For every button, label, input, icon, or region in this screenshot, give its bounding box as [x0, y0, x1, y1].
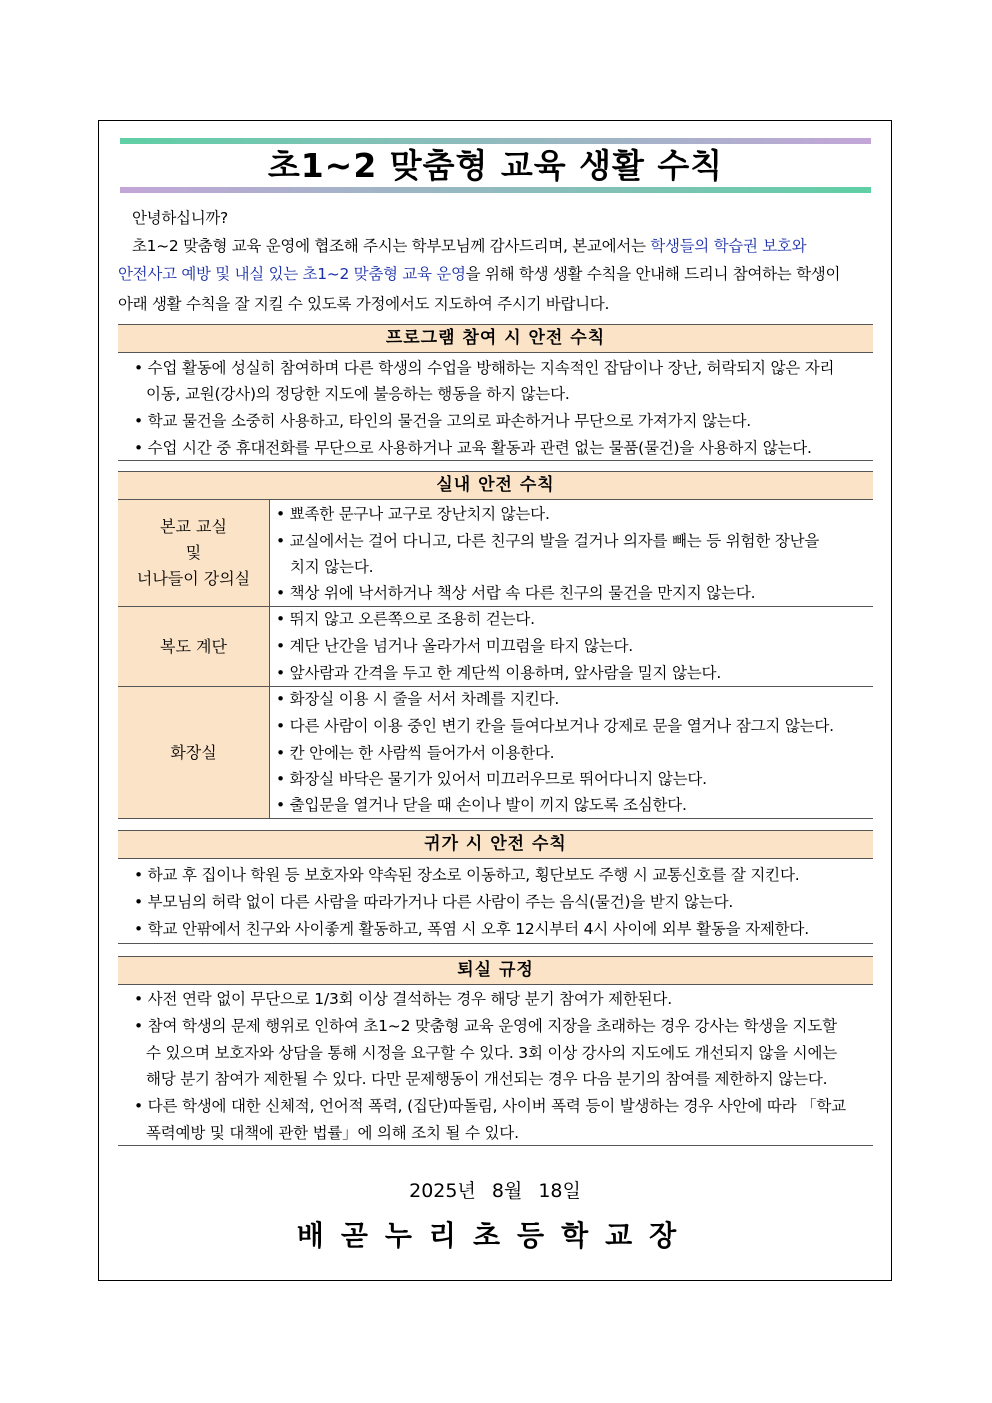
section-heading-program: 프로그램 참여 시 안전 수칙 [118, 324, 873, 353]
indoor-section-rule [118, 818, 873, 819]
document-date: 2025년 8월 18일 [409, 1180, 581, 1202]
hallway-line-1: • 뛰지 않고 오른쪽으로 조용히 걷는다. [276, 610, 535, 628]
home-line-2: • 부모님의 허락 없이 다른 사람을 따라가거나 다른 사람이 주는 음식(물건)을 받지 않는다. [134, 893, 734, 911]
section-heading-home: 귀가 시 안전 수칙 [118, 830, 873, 859]
title-bottom-bar [120, 187, 871, 193]
document-title: 초1~2 맞춤형 교육 생활 수칙 [267, 146, 724, 185]
dismissal-line-4: 해당 분기 참여가 제한될 수 있다. 다만 문제행동이 개선되는 경우 다음 분기의 참여를 제한하지 않는다. [146, 1070, 828, 1088]
dismissal-line-3: 수 있으며 보호자와 상담을 통해 시정을 요구할 수 있다. 3회 이상 강사의 지도에도 개선되지 않을 시에는 [146, 1044, 837, 1062]
dismissal-line-5: • 다른 학생에 대한 신체적, 언어적 폭력, (집단)따돌림, 사이버 폭력 등이 발생하는 경우 사안에 따라 「학교 [134, 1097, 846, 1115]
section-heading-dismissal: 퇴실 규정 [118, 956, 873, 985]
program-line-1: • 수업 활동에 성실히 참여하며 다른 학생의 수업을 방해하는 지속적인 잡담이나 장난, 허락되지 않은 자리 [134, 359, 835, 377]
restroom-line-5: • 출입문을 열거나 닫을 때 손이나 발이 끼지 않도록 조심한다. [276, 796, 687, 814]
indoor-label-classroom-2: 및 [185, 543, 202, 562]
indoor-label-hallway [118, 607, 270, 686]
indoor-label-restroom-text: 화장실 [170, 742, 217, 762]
home-section-rule [118, 943, 873, 944]
intro-line-1-text: 초1~2 맞춤형 교육 운영에 협조해 주시는 학부모님께 감사드리며, 본교에서는 [132, 237, 651, 255]
classroom-line-4: • 책상 위에 낙서하거나 책상 서랍 속 다른 친구의 물건을 만지지 않는다. [276, 584, 756, 602]
dismissal-line-6: 폭력예방 및 대책에 관한 법률」에 의해 조치 될 수 있다. [146, 1124, 519, 1142]
restroom-line-1: • 화장실 이용 시 줄을 서서 차례를 지킨다. [276, 690, 560, 708]
indoor-label-hallway-text: 복도 계단 [160, 636, 227, 656]
intro-line-3: 아래 생활 수칙을 잘 지킬 수 있도록 가정에서도 지도하여 주시기 바랍니다. [118, 295, 610, 313]
dismissal-line-1: • 사전 연락 없이 무단으로 1/3회 이상 결석하는 경우 해당 분기 참여가 제한된다. [134, 990, 672, 1008]
indoor-label-classroom [118, 500, 270, 606]
classroom-line-2: • 교실에서는 걸어 다니고, 다른 친구의 발을 걸거나 의자를 빼는 등 위험한 장난을 [276, 532, 820, 550]
restroom-line-2: • 다른 사람이 이용 중인 변기 칸을 들여다보거나 강제로 문을 열거나 잠그지 않는다. [276, 717, 834, 735]
classroom-line-1: • 뾰족한 문구나 교구로 장난치지 않는다. [276, 505, 550, 523]
hallway-line-2: • 계단 난간을 넘거나 올라가서 미끄럼을 타지 않는다. [276, 637, 633, 655]
dismissal-line-2: • 참여 학생의 문제 행위로 인하여 초1~2 맞춤형 교육 운영에 지장을 초래하는 경우 강사는 학생을 지도할 [134, 1017, 837, 1035]
indoor-label-restroom [118, 687, 270, 818]
intro-line-1-highlight: 학생들의 학습권 보호와 [650, 237, 807, 255]
program-section-rule [118, 460, 873, 461]
program-line-3: • 학교 물건을 소중히 사용하고, 타인의 물건을 고의로 파손하거나 무단으로 가져가지 않는다. [134, 412, 751, 430]
indoor-label-classroom-1: 본교 교실 [160, 517, 227, 536]
principal-signature: 배곧누리초등학교장 [296, 1219, 694, 1252]
classroom-line-3: 치지 않는다. [290, 558, 374, 576]
section-heading-indoor: 실내 안전 수칙 [118, 471, 873, 500]
home-line-3: • 학교 안팎에서 친구와 사이좋게 활동하고, 폭염 시 오후 12시부터 4시 사이에 외부 활동을 자제한다. [134, 920, 809, 938]
restroom-line-3: • 칸 안에는 한 사람씩 들어가서 이용한다. [276, 744, 555, 762]
indoor-label-classroom-3: 너나들이 강의실 [136, 569, 251, 588]
intro-line-1 [118, 236, 892, 256]
home-line-1: • 하교 후 집이나 학원 등 보호자와 약속된 장소로 이동하고, 횡단보도 주행 시 교통신호를 잘 지킨다. [134, 866, 800, 884]
title-top-bar [120, 138, 871, 144]
intro-greeting: 안녕하십니까? [132, 209, 228, 227]
dismissal-section-rule [118, 1145, 873, 1146]
program-line-4: • 수업 시간 중 휴대전화를 무단으로 사용하거나 교육 활동과 관련 없는 물품(물건)을 사용하지 않는다. [134, 439, 812, 457]
intro-line-2 [118, 264, 878, 284]
hallway-line-3: • 앞사람과 간격을 두고 한 계단씩 이용하며, 앞사람을 밀지 않는다. [276, 664, 722, 682]
restroom-line-4: • 화장실 바닥은 물기가 있어서 미끄러우므로 뛰어다니지 않는다. [276, 770, 707, 788]
intro-line-2-text: 을 위해 학생 생활 수칙을 안내해 드리니 참여하는 학생이 [465, 265, 841, 283]
program-line-2: 이동, 교원(강사)의 정당한 지도에 불응하는 행동을 하지 않는다. [146, 385, 570, 403]
intro-line-2-highlight: 안전사고 예방 및 내실 있는 초1~2 맞춤형 교육 운영 [118, 265, 466, 283]
